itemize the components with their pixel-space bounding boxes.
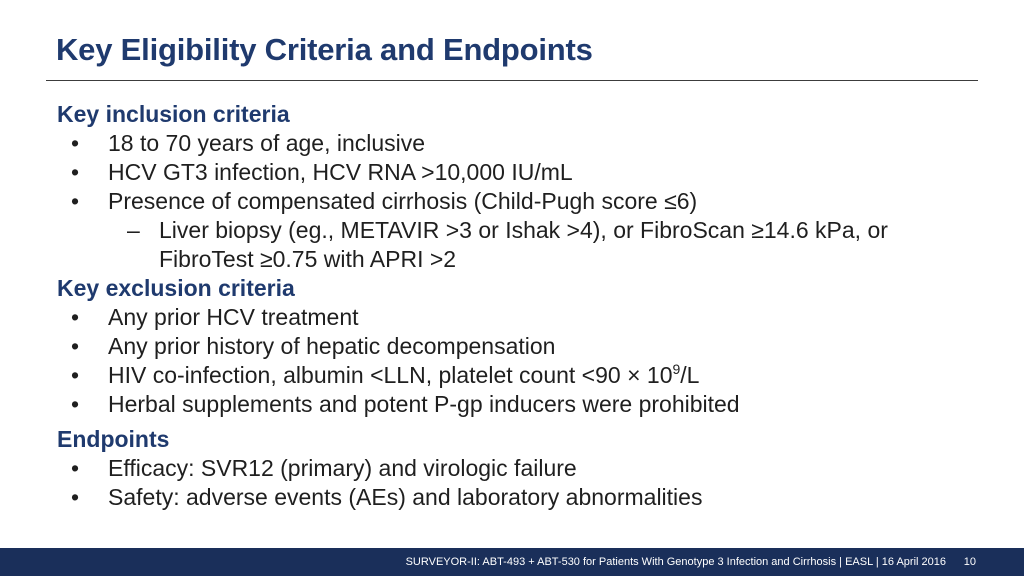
footer-text: SURVEYOR-II: ABT-493 + ABT-530 for Patients With Genotype 3 Infection and Cirrhosis | EASL | 16 April 2016 [405,556,946,568]
endpoints-bullet-1 [57,454,987,483]
sub-bullet-line-2: FibroTest ≥0.75 with APRI >2 [159,246,457,272]
inclusion-heading: Key inclusion criteria [57,101,290,127]
hiv-text-main: HIV co-infection, albumin <LLN, platelet count <90 × 10 [108,362,673,388]
hiv-text-superscript: 9 [672,361,681,377]
bullet-marker: • [71,304,80,330]
exclusion-bullet-text: Herbal supplements and potent P-gp inducers were prohibited [108,391,740,417]
exclusion-bullet-text: Any prior history of hepatic decompensation [108,333,556,359]
title-divider [46,80,978,81]
inclusion-bullet-3 [57,187,987,216]
hiv-text-unit: /L [680,362,700,388]
inclusion-bullet-text: HCV GT3 infection, HCV RNA >10,000 IU/mL [108,159,573,185]
bullet-marker: • [71,188,80,214]
bullet-marker: • [71,484,80,510]
bullet-marker: • [71,362,80,388]
slide-content [57,100,987,512]
endpoints-bullet-text: Safety: adverse events (AEs) and laboratory abnormalities [108,484,703,510]
inclusion-sub-bullet [57,216,987,274]
bullet-marker: • [71,333,80,359]
bullet-marker: • [71,455,80,481]
bullet-marker: • [71,130,80,156]
inclusion-bullet-1 [57,129,987,158]
exclusion-bullet-3 [57,390,987,419]
exclusion-bullet-2 [57,332,987,361]
endpoints-bullet-text: Efficacy: SVR12 (primary) and virologic failure [108,455,577,481]
page-number: 10 [963,556,976,568]
exclusion-bullet-text: Any prior HCV treatment [108,304,359,330]
inclusion-bullet-text: 18 to 70 years of age, inclusive [108,130,426,156]
sub-bullet-line-1: Liver biopsy (eg., METAVIR >3 or Ishak >4), or FibroScan ≥14.6 kPa, or [159,217,888,243]
inclusion-bullet-2 [57,158,987,187]
exclusion-heading: Key exclusion criteria [57,275,295,301]
exclusion-bullet-1 [57,303,987,332]
bullet-marker: • [71,391,80,417]
slide-title: Key Eligibility Criteria and Endpoints [56,32,593,67]
endpoints-heading: Endpoints [57,426,170,452]
dash-marker: – [127,217,140,243]
bullet-marker: • [71,159,80,185]
endpoints-bullet-2 [57,483,987,512]
exclusion-bullet-hiv [57,361,987,390]
inclusion-bullet-text: Presence of compensated cirrhosis (Child-Pugh score ≤6) [108,188,698,214]
footer-bar [0,548,1024,576]
